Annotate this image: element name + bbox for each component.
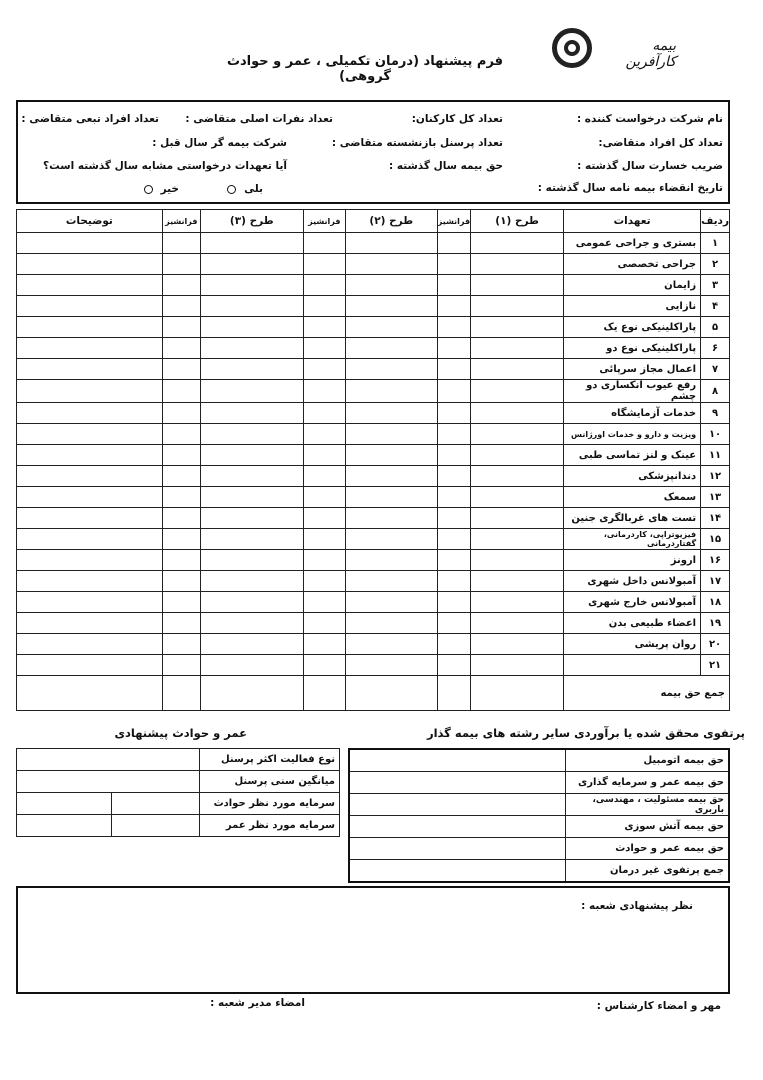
cell[interactable] bbox=[303, 233, 345, 254]
cell[interactable] bbox=[200, 487, 303, 508]
cell[interactable] bbox=[17, 815, 112, 837]
row-number: ۵ bbox=[701, 317, 730, 338]
logo-text: بیمه کارآفرین bbox=[625, 38, 676, 70]
row-number: ۱۰ bbox=[701, 424, 730, 445]
cell[interactable] bbox=[17, 592, 163, 613]
header-plan3: طرح (۳) bbox=[200, 210, 303, 233]
coverage-label: دندانپزشکی bbox=[564, 466, 701, 487]
company-logo bbox=[548, 24, 676, 74]
header-coverage: تعهدات bbox=[564, 210, 701, 233]
portfolio-row bbox=[349, 838, 729, 860]
table-row bbox=[17, 338, 730, 359]
cell[interactable] bbox=[200, 466, 303, 487]
row-number: ۱۴ bbox=[701, 508, 730, 529]
cell[interactable] bbox=[437, 380, 470, 403]
cell[interactable] bbox=[200, 613, 303, 634]
table-row bbox=[17, 634, 730, 655]
cell[interactable] bbox=[471, 508, 564, 529]
header-row-num: ردیف bbox=[701, 210, 730, 233]
cell[interactable] bbox=[303, 571, 345, 592]
life-label: سرمایه مورد نظر حوادث bbox=[200, 793, 340, 815]
cell[interactable] bbox=[17, 487, 163, 508]
cell[interactable] bbox=[303, 338, 345, 359]
cell[interactable] bbox=[345, 424, 437, 445]
cell[interactable] bbox=[345, 445, 437, 466]
cell[interactable] bbox=[471, 655, 564, 676]
cell[interactable] bbox=[303, 296, 345, 317]
cell[interactable] bbox=[17, 550, 163, 571]
cell[interactable] bbox=[17, 655, 163, 676]
cell[interactable] bbox=[17, 380, 163, 403]
life-row bbox=[17, 793, 340, 815]
cell[interactable] bbox=[471, 634, 564, 655]
table-row bbox=[17, 403, 730, 424]
row-number: ۱۷ bbox=[701, 571, 730, 592]
cell[interactable] bbox=[17, 254, 163, 275]
expert-signature-label: مهر و امضاء کارشناس : bbox=[596, 1000, 721, 1012]
cell[interactable] bbox=[471, 380, 564, 403]
cell[interactable] bbox=[345, 550, 437, 571]
table-row bbox=[17, 655, 730, 676]
cell[interactable] bbox=[303, 613, 345, 634]
row-number: ۱۳ bbox=[701, 487, 730, 508]
cell[interactable] bbox=[112, 815, 200, 837]
cell[interactable] bbox=[345, 571, 437, 592]
cell[interactable] bbox=[349, 860, 565, 883]
cell[interactable] bbox=[303, 275, 345, 296]
form-title: فرم پیشنهاد (درمان تکمیلی ، عمر و حوادث گروهی) bbox=[226, 54, 504, 84]
cell[interactable] bbox=[162, 676, 200, 711]
cell[interactable] bbox=[17, 529, 163, 550]
cell[interactable] bbox=[345, 403, 437, 424]
cell[interactable] bbox=[200, 338, 303, 359]
table-header-row bbox=[17, 210, 730, 233]
portfolio-label: حق بیمه عمر و سرمایه گذاری bbox=[565, 772, 729, 794]
row-number: ۶ bbox=[701, 338, 730, 359]
cell[interactable] bbox=[303, 466, 345, 487]
cell[interactable] bbox=[303, 359, 345, 380]
life-row bbox=[17, 749, 340, 771]
table-row bbox=[17, 571, 730, 592]
table-row bbox=[17, 445, 730, 466]
cell[interactable] bbox=[200, 317, 303, 338]
row-number: ۱۵ bbox=[701, 529, 730, 550]
row-number: ۲۰ bbox=[701, 634, 730, 655]
cell[interactable] bbox=[471, 338, 564, 359]
cell[interactable] bbox=[345, 466, 437, 487]
no-option[interactable] bbox=[144, 183, 179, 195]
cell[interactable] bbox=[200, 424, 303, 445]
cell[interactable] bbox=[17, 749, 200, 771]
cell[interactable] bbox=[200, 403, 303, 424]
portfolio-row bbox=[349, 816, 729, 838]
no-label: خیر bbox=[160, 183, 179, 195]
cell[interactable] bbox=[17, 508, 163, 529]
branch-opinion-label: نظر پیشنهادی شعبه : bbox=[581, 900, 693, 912]
cell[interactable] bbox=[200, 296, 303, 317]
table-row bbox=[17, 592, 730, 613]
coverage-label: جراحی تخصصی bbox=[564, 254, 701, 275]
coverage-label: ویزیت و دارو و خدمات اورژانس bbox=[564, 424, 701, 445]
row-number: ۱ bbox=[701, 233, 730, 254]
coverage-label: اعضاء طبیعی بدن bbox=[564, 613, 701, 634]
cell[interactable] bbox=[345, 233, 437, 254]
table-row bbox=[17, 254, 730, 275]
table-row bbox=[17, 487, 730, 508]
cell[interactable] bbox=[437, 317, 470, 338]
cell[interactable] bbox=[17, 359, 163, 380]
main-members-label: تعداد نفرات اصلی متقاضی : bbox=[185, 113, 333, 125]
cell[interactable] bbox=[471, 592, 564, 613]
cell[interactable] bbox=[349, 794, 565, 816]
cell[interactable] bbox=[437, 466, 470, 487]
cell[interactable] bbox=[303, 529, 345, 550]
coverage-label: نازایی bbox=[564, 296, 701, 317]
header-franchise-3: فرانشیز bbox=[162, 210, 200, 233]
cell[interactable] bbox=[349, 749, 565, 772]
prev-premium-label: حق بیمه سال گذشته : bbox=[388, 160, 503, 172]
cell[interactable] bbox=[162, 403, 200, 424]
cell[interactable] bbox=[200, 634, 303, 655]
portfolio-title: پرتفوی محقق شده یا برآوردی سایر رشته های بیمه گذار bbox=[426, 726, 745, 740]
table-row bbox=[17, 317, 730, 338]
coverage-label: آمبولانس داخل شهری bbox=[564, 571, 701, 592]
cell[interactable] bbox=[471, 487, 564, 508]
header-plan1: طرح (۱) bbox=[471, 210, 564, 233]
life-label: نوع فعالیت اکثر پرسنل bbox=[200, 749, 340, 771]
header-franchise-2: فرانشیز bbox=[303, 210, 345, 233]
coverage-label: پاراکلینیکی نوع یک bbox=[564, 317, 701, 338]
cell[interactable] bbox=[303, 592, 345, 613]
table-row bbox=[17, 613, 730, 634]
life-row bbox=[17, 771, 340, 793]
life-label: میانگین سنی پرسنل bbox=[200, 771, 340, 793]
table-row bbox=[17, 233, 730, 254]
cell[interactable] bbox=[303, 380, 345, 403]
coverage-label: ارونز bbox=[564, 550, 701, 571]
cell[interactable] bbox=[200, 655, 303, 676]
total-premium-label: جمع حق بیمه bbox=[564, 676, 730, 711]
cell[interactable] bbox=[471, 571, 564, 592]
cell[interactable] bbox=[112, 793, 200, 815]
row-number: ۱۲ bbox=[701, 466, 730, 487]
cell[interactable] bbox=[200, 508, 303, 529]
cell[interactable] bbox=[200, 233, 303, 254]
table-row bbox=[17, 424, 730, 445]
portfolio-row bbox=[349, 772, 729, 794]
prev-insurer-label: شرکت بیمه گر سال قبل : bbox=[152, 137, 287, 149]
portfolio-row bbox=[349, 794, 729, 816]
cell[interactable] bbox=[437, 254, 470, 275]
coverage-label: رفع عیوب انکساری دو چشم bbox=[564, 380, 701, 403]
table-row bbox=[17, 508, 730, 529]
cell[interactable] bbox=[200, 676, 303, 711]
coverage-label: آمبولانس خارج شهری bbox=[564, 592, 701, 613]
life-row bbox=[17, 815, 340, 837]
header-notes: توضیحات bbox=[17, 210, 163, 233]
cell[interactable] bbox=[437, 275, 470, 296]
life-table bbox=[16, 748, 340, 837]
row-number: ۴ bbox=[701, 296, 730, 317]
cell[interactable] bbox=[345, 317, 437, 338]
cell[interactable] bbox=[471, 296, 564, 317]
cell[interactable] bbox=[200, 359, 303, 380]
policy-expiry-label: تاریخ انقضاء بیمه نامه سال گذشته : bbox=[537, 182, 723, 194]
cell[interactable] bbox=[17, 403, 163, 424]
logo-mark-icon bbox=[552, 28, 592, 68]
cell[interactable] bbox=[17, 445, 163, 466]
cell[interactable] bbox=[437, 676, 470, 711]
row-number: ۳ bbox=[701, 275, 730, 296]
cell[interactable] bbox=[349, 816, 565, 838]
table-row bbox=[17, 380, 730, 403]
cell[interactable] bbox=[437, 613, 470, 634]
cell[interactable] bbox=[162, 529, 200, 550]
cell[interactable] bbox=[162, 380, 200, 403]
cell[interactable] bbox=[349, 838, 565, 860]
row-number: ۸ bbox=[701, 380, 730, 403]
cell[interactable] bbox=[471, 275, 564, 296]
cell[interactable] bbox=[200, 550, 303, 571]
coverage-label: زایمان bbox=[564, 275, 701, 296]
cell[interactable] bbox=[303, 317, 345, 338]
cell[interactable] bbox=[471, 550, 564, 571]
cell[interactable] bbox=[162, 550, 200, 571]
cell[interactable] bbox=[162, 275, 200, 296]
row-number: ۹ bbox=[701, 403, 730, 424]
retired-staff-label: تعداد پرسنل بازنشسته متقاضی : bbox=[331, 137, 503, 149]
cell[interactable] bbox=[437, 359, 470, 380]
cell[interactable] bbox=[437, 634, 470, 655]
coverage-label: تست های غربالگری جنین bbox=[564, 508, 701, 529]
row-number: ۱۱ bbox=[701, 445, 730, 466]
cell[interactable] bbox=[303, 508, 345, 529]
yes-radio-circle-icon bbox=[227, 185, 236, 194]
portfolio-row bbox=[349, 749, 729, 772]
coverage-label: پاراکلینیکی نوع دو bbox=[564, 338, 701, 359]
cell[interactable] bbox=[345, 254, 437, 275]
cell[interactable] bbox=[437, 529, 470, 550]
cell[interactable] bbox=[345, 634, 437, 655]
coverage-label: خدمات آزمایشگاه bbox=[564, 403, 701, 424]
cell[interactable] bbox=[17, 771, 200, 793]
portfolio-label: جمع پرتفوی غیر درمان bbox=[565, 860, 729, 883]
row-number: ۱۶ bbox=[701, 550, 730, 571]
cell[interactable] bbox=[345, 487, 437, 508]
cell[interactable] bbox=[200, 571, 303, 592]
table-row bbox=[17, 275, 730, 296]
cell[interactable] bbox=[349, 772, 565, 794]
cell[interactable] bbox=[162, 508, 200, 529]
coverage-label: سمعک bbox=[564, 487, 701, 508]
applicant-name-label: نام شرکت درخواست کننده : bbox=[576, 113, 723, 125]
cell[interactable] bbox=[162, 233, 200, 254]
table-row bbox=[17, 550, 730, 571]
coverage-label: بستری و جراحی عمومی bbox=[564, 233, 701, 254]
portfolio-row bbox=[349, 860, 729, 883]
cell[interactable] bbox=[345, 655, 437, 676]
row-number: ۷ bbox=[701, 359, 730, 380]
cell[interactable] bbox=[437, 550, 470, 571]
total-employees-label: تعداد کل کارکنان: bbox=[411, 113, 503, 125]
cell[interactable] bbox=[162, 466, 200, 487]
cell[interactable] bbox=[471, 233, 564, 254]
cell[interactable] bbox=[345, 338, 437, 359]
cell[interactable] bbox=[437, 508, 470, 529]
yes-option[interactable] bbox=[227, 183, 263, 195]
cell[interactable] bbox=[437, 424, 470, 445]
cell[interactable] bbox=[345, 359, 437, 380]
loss-ratio-label: ضریب خسارت سال گذشته : bbox=[577, 160, 723, 172]
cell[interactable] bbox=[471, 676, 564, 711]
total-premium-row bbox=[17, 676, 730, 711]
cell[interactable] bbox=[17, 466, 163, 487]
cell[interactable] bbox=[437, 487, 470, 508]
header-plan2: طرح (۲) bbox=[345, 210, 437, 233]
manager-signature-label: امضاء مدیر شعبه : bbox=[210, 997, 305, 1009]
table-row bbox=[17, 359, 730, 380]
cell[interactable] bbox=[17, 676, 163, 711]
coverage-label: عینک و لنز تماسی طبی bbox=[564, 445, 701, 466]
cell[interactable] bbox=[471, 317, 564, 338]
cell[interactable] bbox=[162, 317, 200, 338]
cell[interactable] bbox=[17, 338, 163, 359]
portfolio-label: حق بیمه عمر و حوادث bbox=[565, 838, 729, 860]
cell[interactable] bbox=[162, 592, 200, 613]
cell[interactable] bbox=[200, 380, 303, 403]
cell[interactable] bbox=[303, 424, 345, 445]
cell[interactable] bbox=[200, 275, 303, 296]
cell[interactable] bbox=[471, 424, 564, 445]
cell[interactable] bbox=[471, 359, 564, 380]
cell[interactable] bbox=[162, 445, 200, 466]
cell[interactable] bbox=[162, 655, 200, 676]
coverage-label bbox=[564, 655, 701, 676]
cell[interactable] bbox=[303, 445, 345, 466]
cell[interactable] bbox=[471, 466, 564, 487]
cell[interactable] bbox=[17, 424, 163, 445]
cell[interactable] bbox=[471, 613, 564, 634]
cell[interactable] bbox=[303, 403, 345, 424]
cell[interactable] bbox=[303, 550, 345, 571]
life-title: عمر و حوادث پیشنهادی bbox=[114, 726, 247, 740]
life-label: سرمایه مورد نظر عمر bbox=[200, 815, 340, 837]
cell[interactable] bbox=[303, 676, 345, 711]
portfolio-label: حق بیمه آتش سوزی bbox=[565, 816, 729, 838]
no-radio-circle-icon bbox=[144, 185, 153, 194]
cell[interactable] bbox=[17, 793, 112, 815]
table-row bbox=[17, 296, 730, 317]
coverage-table bbox=[16, 209, 730, 711]
coverage-label: فیزیوتراپی، کاردرمانی، گفتاردرمانی bbox=[564, 529, 701, 550]
cell[interactable] bbox=[437, 592, 470, 613]
cell[interactable] bbox=[17, 613, 163, 634]
cell[interactable] bbox=[437, 571, 470, 592]
row-number: ۱۸ bbox=[701, 592, 730, 613]
cell[interactable] bbox=[437, 403, 470, 424]
cell[interactable] bbox=[437, 233, 470, 254]
cell[interactable] bbox=[162, 359, 200, 380]
coverage-label: روان پریشی bbox=[564, 634, 701, 655]
cell[interactable] bbox=[471, 445, 564, 466]
row-number: ۲ bbox=[701, 254, 730, 275]
cell[interactable] bbox=[345, 275, 437, 296]
cell[interactable] bbox=[471, 403, 564, 424]
cell[interactable] bbox=[200, 254, 303, 275]
cell[interactable] bbox=[162, 424, 200, 445]
cell[interactable] bbox=[303, 487, 345, 508]
cell[interactable] bbox=[200, 592, 303, 613]
cell[interactable] bbox=[345, 592, 437, 613]
cell[interactable] bbox=[200, 529, 303, 550]
table-row bbox=[17, 529, 730, 550]
yes-label: بلی bbox=[244, 183, 263, 195]
coverage-label: اعمال مجاز سرپائی bbox=[564, 359, 701, 380]
header-franchise-1: فرانشیز bbox=[437, 210, 470, 233]
cell[interactable] bbox=[17, 296, 163, 317]
cell[interactable] bbox=[437, 338, 470, 359]
cell[interactable] bbox=[162, 338, 200, 359]
portfolio-table bbox=[348, 748, 730, 883]
dependent-members-label: تعداد افراد تبعی متقاضی : bbox=[21, 113, 159, 125]
row-number: ۲۱ bbox=[701, 655, 730, 676]
cell[interactable] bbox=[303, 634, 345, 655]
similar-question-label: آیا تعهدات درخواستی مشابه سال گذشته است؟ bbox=[43, 160, 287, 172]
cell[interactable] bbox=[345, 613, 437, 634]
cell[interactable] bbox=[303, 655, 345, 676]
cell[interactable] bbox=[303, 254, 345, 275]
cell[interactable] bbox=[345, 676, 437, 711]
cell[interactable] bbox=[17, 275, 163, 296]
cell[interactable] bbox=[345, 529, 437, 550]
total-applicants-label: تعداد کل افراد متقاضی: bbox=[598, 137, 723, 149]
cell[interactable] bbox=[162, 571, 200, 592]
portfolio-label: حق بیمه مسئولیت ، مهندسی، باربری bbox=[565, 794, 729, 816]
row-number: ۱۹ bbox=[701, 613, 730, 634]
cell[interactable] bbox=[17, 634, 163, 655]
cell[interactable] bbox=[471, 529, 564, 550]
cell[interactable] bbox=[471, 254, 564, 275]
cell[interactable] bbox=[162, 634, 200, 655]
cell[interactable] bbox=[162, 296, 200, 317]
cell[interactable] bbox=[437, 296, 470, 317]
cell[interactable] bbox=[437, 445, 470, 466]
cell[interactable] bbox=[17, 233, 163, 254]
cell[interactable] bbox=[17, 317, 163, 338]
portfolio-label: حق بیمه اتومبیل bbox=[565, 749, 729, 772]
table-row bbox=[17, 466, 730, 487]
cell[interactable] bbox=[345, 380, 437, 403]
cell[interactable] bbox=[437, 655, 470, 676]
cell[interactable] bbox=[162, 487, 200, 508]
cell[interactable] bbox=[162, 254, 200, 275]
cell[interactable] bbox=[17, 571, 163, 592]
cell[interactable] bbox=[200, 445, 303, 466]
cell[interactable] bbox=[345, 508, 437, 529]
cell[interactable] bbox=[345, 296, 437, 317]
cell[interactable] bbox=[162, 613, 200, 634]
